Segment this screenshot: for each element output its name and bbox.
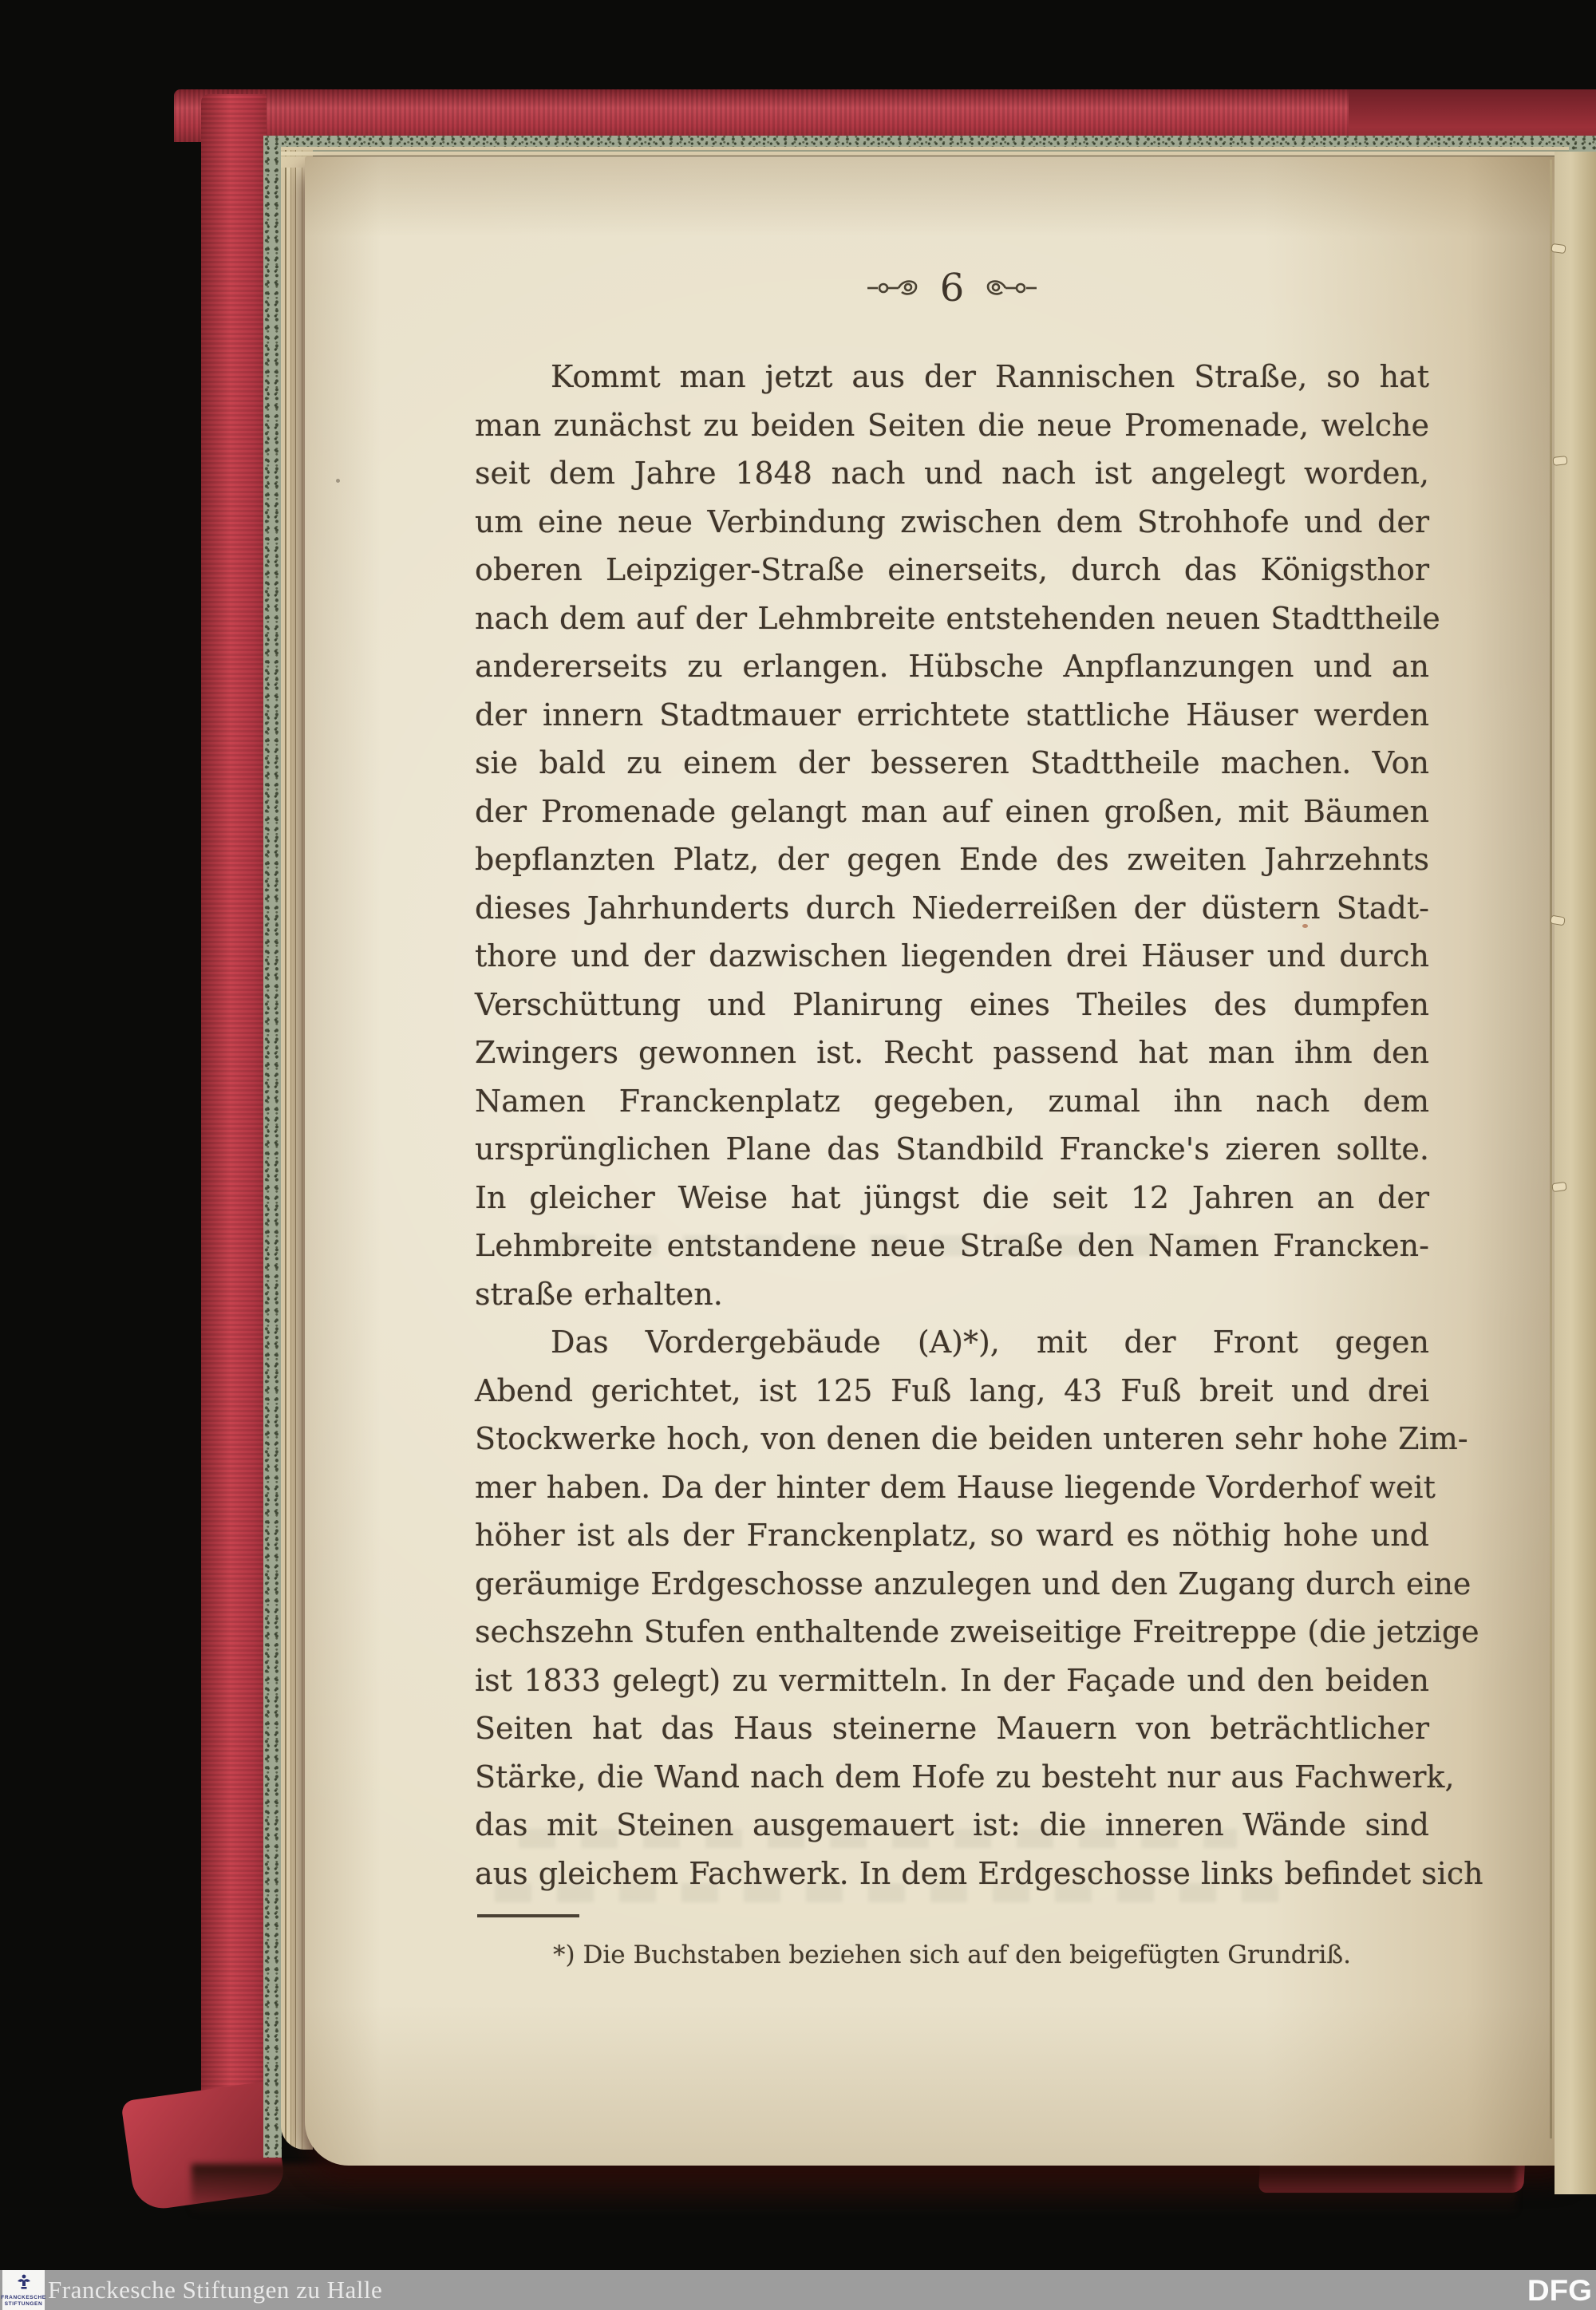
text-line: Seiten hat das Haus steinerne Mauern von beträchtlicher bbox=[475, 1711, 1429, 1746]
text-line: Zwingers gewonnen ist. Recht passend hat man ihm den bbox=[475, 1035, 1429, 1070]
page-number: 6 bbox=[939, 266, 965, 310]
text-line: thore und der dazwischen liegenden drei Häuser und durch bbox=[475, 938, 1429, 973]
text-line: das mit Steinen ausgemauert ist: die inneren Wände sind bbox=[475, 1807, 1429, 1842]
institution-label: Franckesche Stiftungen zu Halle bbox=[48, 2276, 383, 2304]
dfg-logo: DFG bbox=[1527, 2274, 1592, 2307]
book-cover-left-edge bbox=[201, 94, 267, 2169]
text-line: der Promenade gelangt man auf einen großen, mit Bäumen bbox=[475, 793, 1429, 829]
text-line: Verschüttung und Planirung eines Theiles des dumpfen bbox=[475, 986, 1429, 1022]
text-line: der innern Stadtmauer errichtete stattliche Häuser werden bbox=[475, 697, 1429, 732]
text-line: Stockwerke hoch, von denen die beiden unteren sehr hohe Zim- bbox=[475, 1421, 1468, 1456]
text-line: aus gleichem Fachwerk. In dem Erdgeschosse links befindet sich bbox=[475, 1855, 1483, 1891]
institution-logo-line2: STIFTUNGEN bbox=[4, 2301, 43, 2307]
tendril-fleuron-right-icon bbox=[985, 278, 1037, 298]
text-line: geräumige Erdgeschosse anzulegen und den Zugang durch eine bbox=[475, 1566, 1472, 1601]
text-line: um eine neue Verbindung zwischen dem Strohhofe und der bbox=[475, 503, 1429, 539]
page-bottom-shadow bbox=[192, 2164, 1516, 2215]
text-line: Stärke, die Wand nach dem Hofe zu besteht nur aus Fachwerk, bbox=[475, 1759, 1455, 1795]
binding-stitch bbox=[1552, 456, 1567, 466]
footnote-text: *) Die Buchstaben beziehen sich auf den beigefügten Grundriß. bbox=[553, 1941, 1351, 1969]
text-line: seit dem Jahre 1848 nach und nach ist angelegt worden, bbox=[475, 456, 1429, 491]
franckesche-stiftungen-logo bbox=[2, 2270, 45, 2310]
binding-gutter-fold bbox=[1550, 160, 1552, 2138]
text-line: höher ist als der Franckenplatz, so ward es nöthig hohe und bbox=[475, 1518, 1429, 1553]
page-header bbox=[475, 262, 1429, 314]
text-line: ursprünglichen Plane das Standbild Francke's zieren sollte. bbox=[475, 1131, 1429, 1167]
binding-stitch bbox=[1551, 243, 1566, 254]
text-line: Lehmbreite entstandene neue Straße den Namen Francken- bbox=[475, 1228, 1429, 1263]
text-line: nach dem auf der Lehmbreite entstehenden neuen Stadttheile bbox=[475, 600, 1440, 636]
text-line: andererseits zu erlangen. Hübsche Anpflanzungen und an bbox=[475, 649, 1429, 684]
text-line: Kommt man jetzt aus der Rannischen Straße, so hat bbox=[551, 359, 1429, 394]
text-line: bepflanzten Platz, der gegen Ende des zweiten Jahrzehnts bbox=[475, 842, 1429, 877]
text-line: Abend gerichtet, ist 125 Fuß lang, 43 Fuß breit und drei bbox=[475, 1372, 1429, 1408]
text-line: ist 1833 gelegt) zu vermitteln. In der Façade und den beiden bbox=[475, 1662, 1429, 1698]
footnote-separator-rule bbox=[477, 1914, 579, 1917]
tendril-fleuron-left-icon bbox=[867, 278, 919, 298]
text-line: Das Vordergebäude (A)*), mit der Front gegen bbox=[551, 1325, 1429, 1360]
text-line: oberen Leipziger-Straße einerseits, durch das Königsthor bbox=[475, 552, 1429, 587]
text-line: Namen Franckenplatz gegeben, zumal ihn nach dem bbox=[475, 1083, 1429, 1119]
ink-speck bbox=[336, 479, 340, 483]
text-line: sie bald zu einem der besseren Stadttheile machen. Von bbox=[475, 745, 1429, 780]
text-line: man zunächst zu beiden Seiten die neue Promenade, welche bbox=[475, 407, 1429, 443]
text-line: mer haben. Da der hinter dem Hause liegende Vorderhof weit bbox=[475, 1469, 1436, 1505]
institution-logo-line1: FRANCKESCHE bbox=[1, 2295, 46, 2300]
text-line: straße erhalten. bbox=[475, 1276, 723, 1312]
text-line: sechszehn Stufen enthaltende zweiseitige Freitreppe (die jetzige bbox=[475, 1614, 1479, 1649]
text-line: In gleicher Weise hat jüngst die seit 12 Jahren an der bbox=[475, 1179, 1429, 1215]
marbled-endpaper-left bbox=[263, 140, 282, 2158]
page-text-column bbox=[475, 353, 1483, 1897]
text-line: dieses Jahrhunderts durch Niederreißen der düstern Stadt- bbox=[475, 890, 1429, 926]
francke-eagle-emblem-icon bbox=[15, 2273, 33, 2294]
